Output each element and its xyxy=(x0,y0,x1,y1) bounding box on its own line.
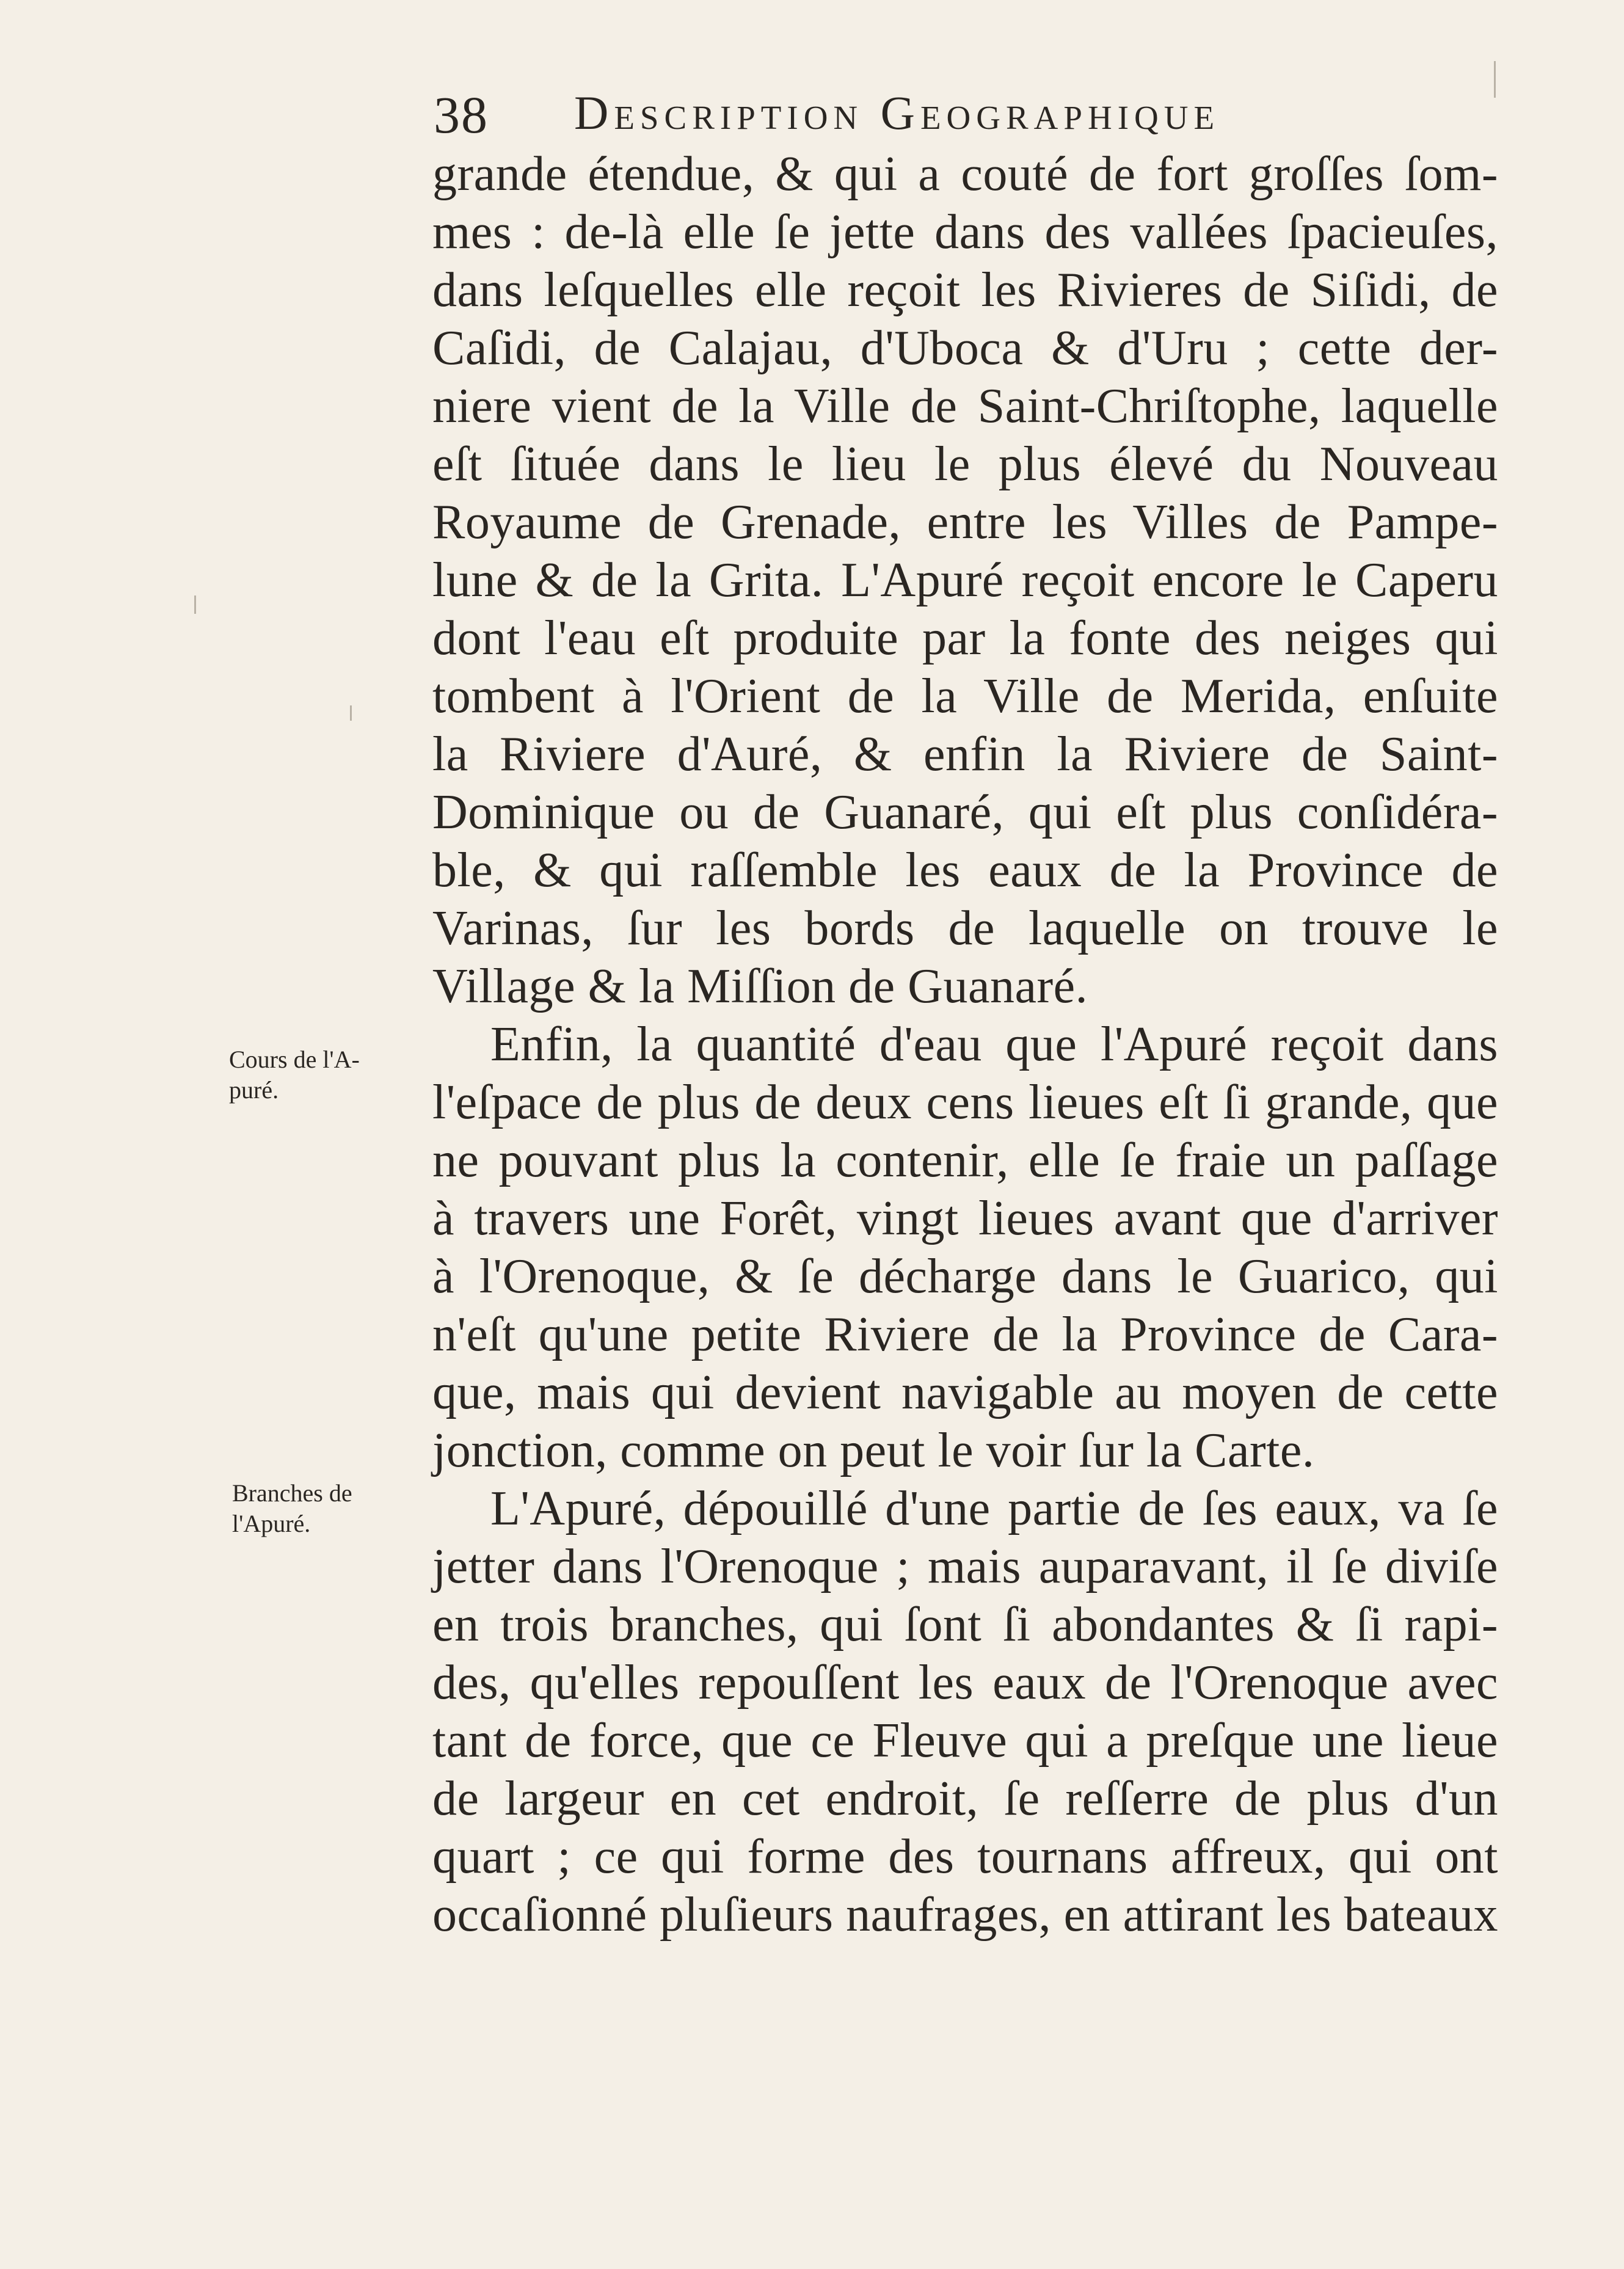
text-line: Royaume de Grenade, entre les Villes de Pampe- xyxy=(432,495,1498,549)
text-line: Caſidi, de Calajau, d'Uboca & d'Uru ; cette der- xyxy=(432,321,1498,375)
margin-note-branches xyxy=(232,1478,421,1539)
running-title: Description Geographique xyxy=(574,86,1220,139)
body-text xyxy=(432,145,1498,1944)
text-line: tant de force, que ce Fleuve qui a preſque une lieue xyxy=(432,1714,1498,1768)
text-line: dans leſquelles elle reçoit les Rivieres de Siſidi, de xyxy=(432,263,1498,317)
paragraph-start-line: L'Apuré, dépouillé d'une partie de ſes eaux, va ſe xyxy=(490,1482,1498,1535)
text-line: quart ; ce qui forme des tournans affreux, qui ont xyxy=(432,1830,1498,1884)
text-line: jonction, comme on peut le voir ſur la Carte. xyxy=(432,1424,1315,1477)
page-header xyxy=(434,84,1386,151)
text-line: dont l'eau eſt produite par la fonte des neiges qui xyxy=(432,611,1498,665)
text-line: occaſionné pluſieurs naufrages, en attirant les bateaux xyxy=(432,1888,1498,1942)
margin-note-cours xyxy=(229,1044,418,1105)
text-line: niere vient de la Ville de Saint-Chriſtophe, laquelle xyxy=(432,379,1498,433)
paper-speck xyxy=(350,705,352,721)
text-line: eſt ſituée dans le lieu le plus élevé du Nouveau xyxy=(432,437,1498,491)
text-line: à travers une Forêt, vingt lieues avant que d'arriver xyxy=(432,1192,1498,1245)
text-line: en trois branches, qui ſont ſi abondantes & ſi rapi- xyxy=(432,1598,1498,1652)
text-line: la Riviere d'Auré, & enfin la Riviere de Saint- xyxy=(432,727,1498,781)
text-line: Varinas, ſur les bords de laquelle on trouve le xyxy=(432,901,1498,955)
text-line: Dominique ou de Guanaré, qui eſt plus conſidéra- xyxy=(432,785,1498,839)
text-line: ble, & qui raſſemble les eaux de la Province de xyxy=(432,843,1498,897)
margin-note-line: Cours de l'A- xyxy=(229,1046,360,1073)
text-line: des, qu'elles repouſſent les eaux de l'Orenoque avec xyxy=(432,1656,1498,1710)
margin-note-line: Branches de xyxy=(232,1479,352,1507)
text-line: Village & la Miſſion de Guanaré. xyxy=(432,960,1088,1013)
text-line: n'eſt qu'une petite Riviere de la Province de Cara- xyxy=(432,1308,1498,1361)
paper-speck xyxy=(1494,61,1496,98)
margin-note-line: l'Apuré. xyxy=(232,1510,311,1537)
text-line: que, mais qui devient navigable au moyen de cette xyxy=(432,1366,1498,1419)
text-line: l'eſpace de plus de deux cens lieues eſt ſi grande, que xyxy=(432,1076,1498,1129)
margin-note-line: puré. xyxy=(229,1076,279,1104)
text-line: de largeur en cet endroit, ſe reſſerre de plus d'un xyxy=(432,1772,1498,1826)
text-line: mes : de-là elle ſe jette dans des vallées ſpacieuſes, xyxy=(432,205,1498,259)
text-line: jetter dans l'Orenoque ; mais auparavant, il ſe diviſe xyxy=(432,1540,1498,1593)
paragraph-start-line: Enfin, la quantité d'eau que l'Apuré reçoit dans xyxy=(490,1018,1498,1071)
paper-speck xyxy=(194,595,196,614)
text-line: grande étendue, & qui a couté de fort groſſes ſom- xyxy=(432,147,1498,201)
text-line: lune & de la Grita. L'Apuré reçoit encore le Caperu xyxy=(432,553,1498,607)
text-line: à l'Orenoque, & ſe décharge dans le Guarico, qui xyxy=(432,1250,1498,1303)
text-line: tombent à l'Orient de la Ville de Merida, enſuite xyxy=(432,669,1498,723)
page-number: 38 xyxy=(434,86,489,144)
text-line: ne pouvant plus la contenir, elle ſe fraie un paſſage xyxy=(432,1134,1498,1187)
